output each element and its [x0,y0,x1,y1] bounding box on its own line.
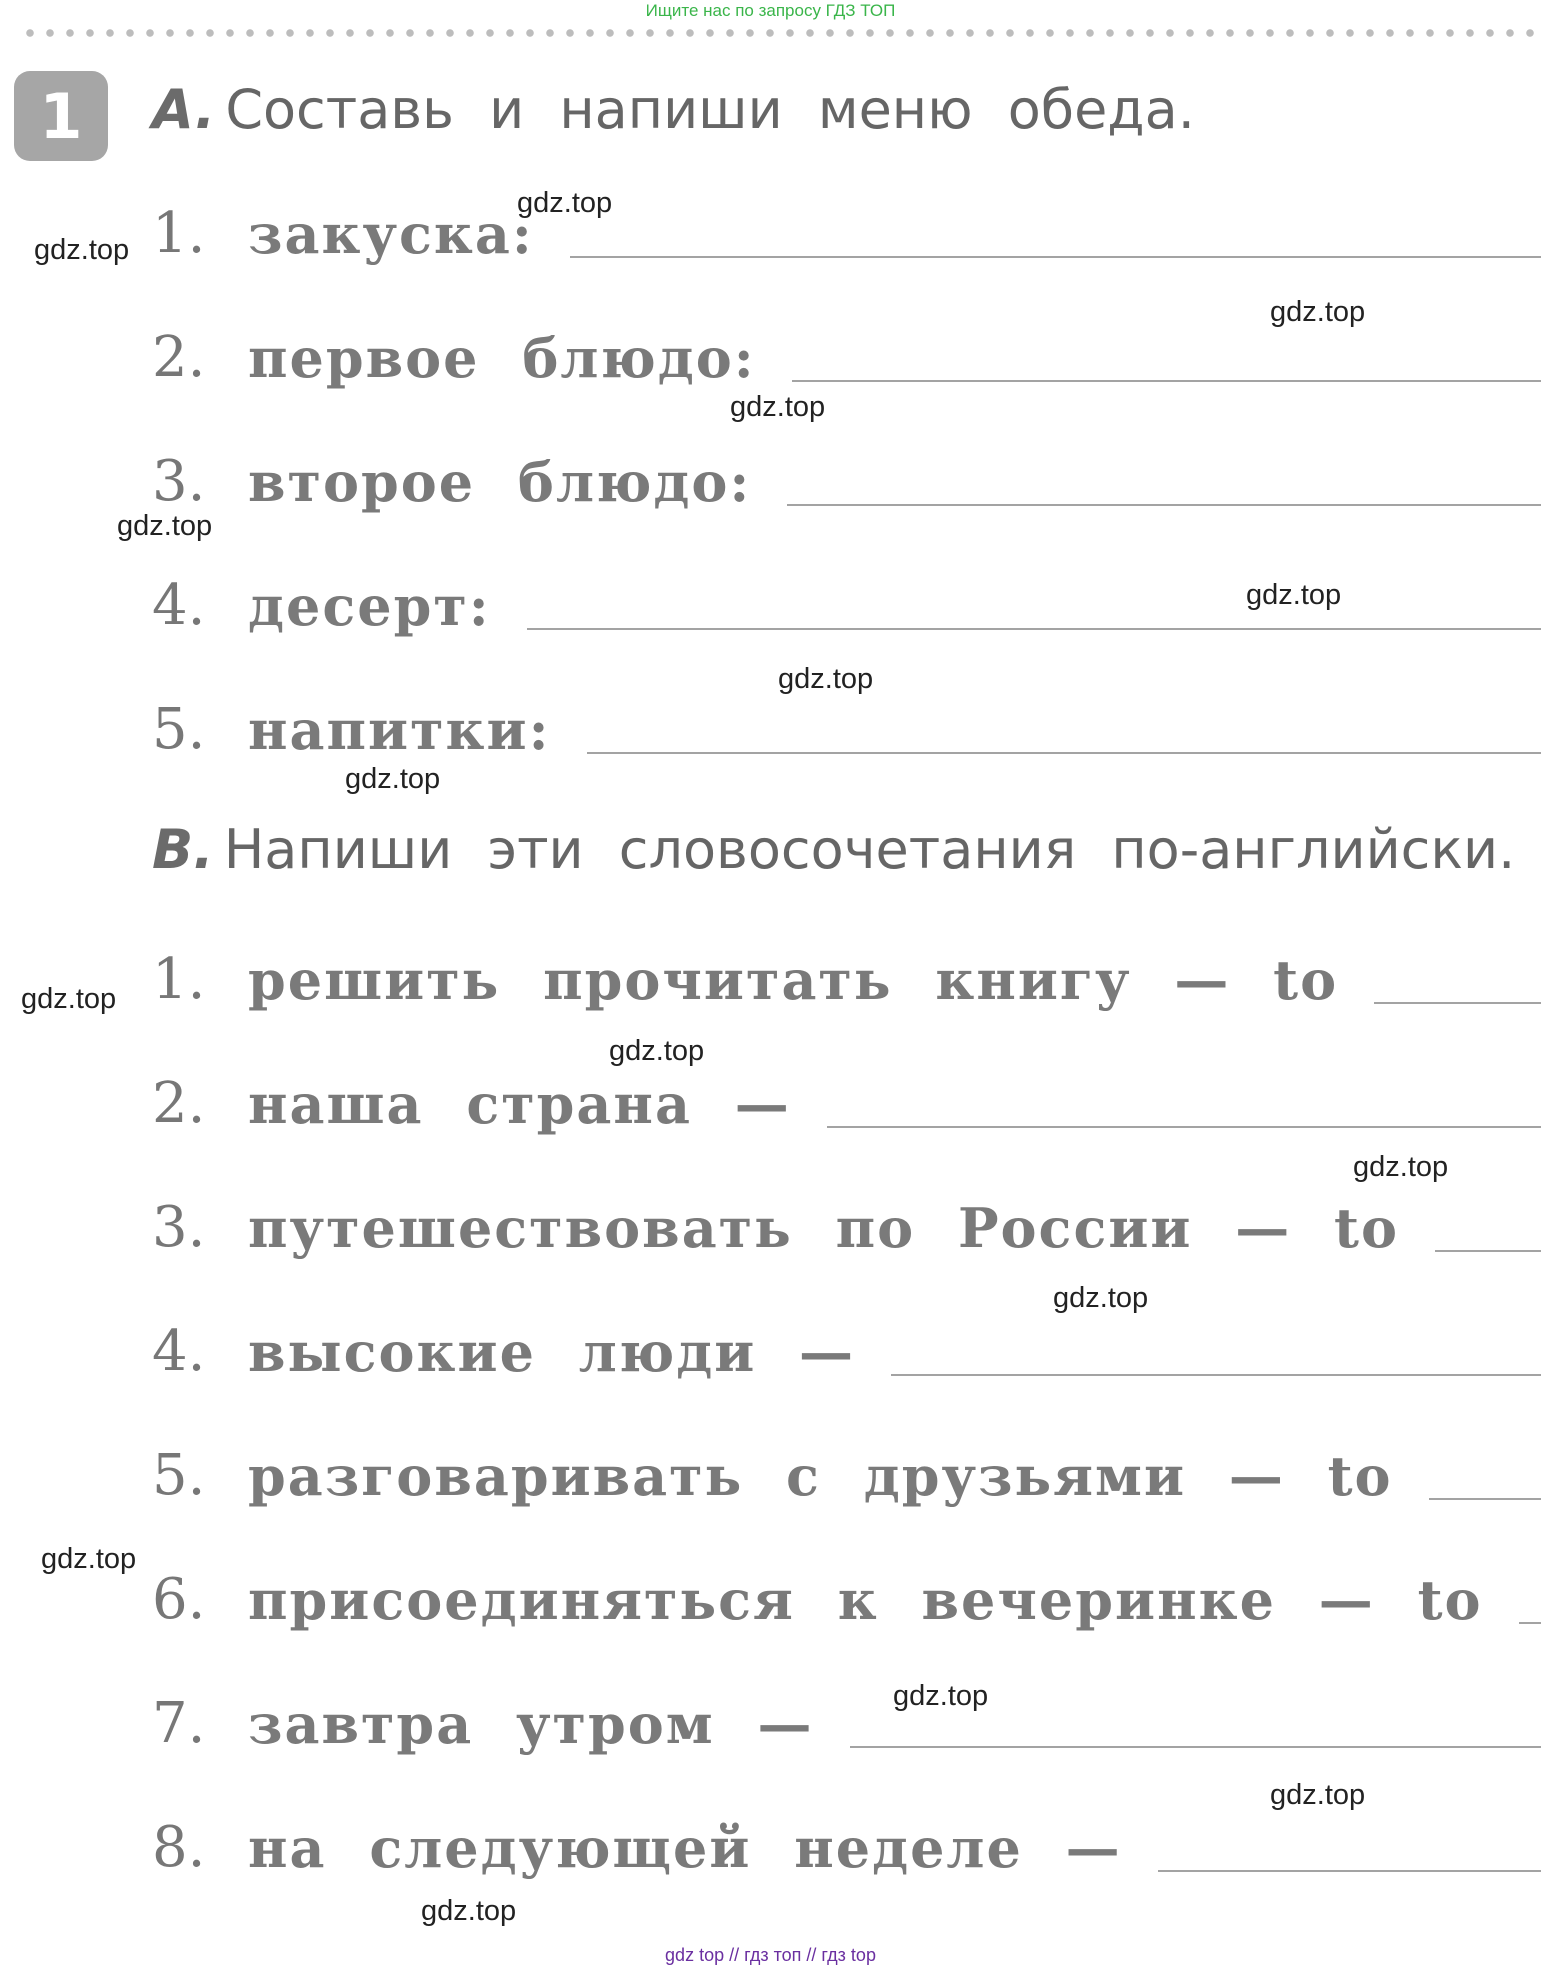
watermark-text: gdz.top [517,187,613,219]
item-number: 5. [152,1443,206,1508]
watermark-text: gdz.top [1353,1151,1449,1183]
watermark-text: gdz.top [41,1543,137,1575]
menu-item-row [152,194,1541,264]
watermark-text: gdz.top [1270,296,1366,328]
watermark-text: gdz.top [1270,1779,1366,1811]
watermark-text: gdz.top [21,983,117,1015]
menu-item-row [152,442,1541,512]
answer-line[interactable] [527,627,1541,630]
answer-line[interactable] [1429,1497,1541,1500]
item-phrase: высокие люди — [248,1320,856,1384]
answer-line[interactable] [891,1373,1541,1376]
item-number: 3. [152,449,206,514]
answer-line[interactable] [1158,1869,1541,1872]
item-phrase: разговаривать с друзьями — to [248,1444,1393,1508]
watermark-text: gdz.top [1246,579,1342,611]
phrase-row [152,1188,1541,1258]
item-number: 6. [152,1567,206,1632]
item-number: 5. [152,697,206,762]
item-phrase: на следующей неделе — [248,1816,1122,1880]
answer-line[interactable] [827,1125,1541,1128]
item-number: 3. [152,1195,206,1260]
item-number: 4. [152,1319,206,1384]
section-b-instruction: Напиши эти словосочетания по-английски. [223,818,1516,881]
item-label: десерт: [248,574,491,638]
item-phrase: решить прочитать книгу — to [248,948,1339,1012]
answer-line[interactable] [792,379,1541,382]
watermark-text: gdz.top [730,391,826,423]
watermark-text: gdz.top [117,510,213,542]
item-phrase: наша страна — [248,1072,791,1136]
menu-item-row [152,690,1541,760]
item-number: 4. [152,573,206,638]
menu-item-row [152,318,1541,388]
item-number: 2. [152,325,206,390]
item-label: второе блюдо: [248,450,752,514]
watermark-text: gdz.top [345,763,441,795]
top-banner[interactable]: Ищите нас по запросу ГДЗ ТОП [645,1,896,20]
answer-line[interactable] [587,751,1541,754]
item-phrase: путешествовать по России — to [248,1196,1399,1260]
answer-line[interactable] [1435,1249,1541,1252]
item-label: напитки: [248,698,551,762]
answer-line[interactable] [787,503,1541,506]
section-a-letter: A. [152,78,216,141]
phrase-row [152,1312,1541,1382]
watermark-text: gdz.top [34,234,130,266]
answer-line[interactable] [1374,1001,1541,1004]
bottom-banner[interactable]: gdz top // гдз топ // гдз top [665,1945,876,1965]
watermark-text: gdz.top [1053,1282,1149,1314]
watermark-text: gdz.top [421,1895,517,1927]
dotted-divider [20,27,1541,39]
item-label: закуска: [248,202,534,266]
item-number: 2. [152,1071,206,1136]
section-a-instruction: Составь и напиши меню обеда. [225,78,1195,141]
phrase-row [152,1684,1541,1754]
answer-line[interactable] [1519,1621,1541,1624]
phrase-row [152,1560,1541,1630]
phrase-row [152,1808,1541,1878]
exercise-number-badge: 1 [14,71,108,161]
section-a-heading [152,78,1195,142]
phrase-row [152,1064,1541,1134]
answer-line[interactable] [570,255,1541,258]
item-number: 1. [152,947,206,1012]
phrase-row [152,940,1541,1010]
item-number: 8. [152,1815,206,1880]
phrase-row [152,1436,1541,1506]
item-label: первое блюдо: [248,326,756,390]
section-b-letter: B. [152,818,214,881]
item-phrase: присоединяться к вечеринке — to [248,1568,1483,1632]
item-number: 1. [152,201,206,266]
watermark-text: gdz.top [609,1035,705,1067]
watermark-text: gdz.top [778,663,874,695]
answer-line[interactable] [850,1745,1541,1748]
section-b-heading [152,818,1515,882]
item-phrase: завтра утром — [248,1692,814,1756]
watermark-text: gdz.top [893,1680,989,1712]
item-number: 7. [152,1691,206,1756]
